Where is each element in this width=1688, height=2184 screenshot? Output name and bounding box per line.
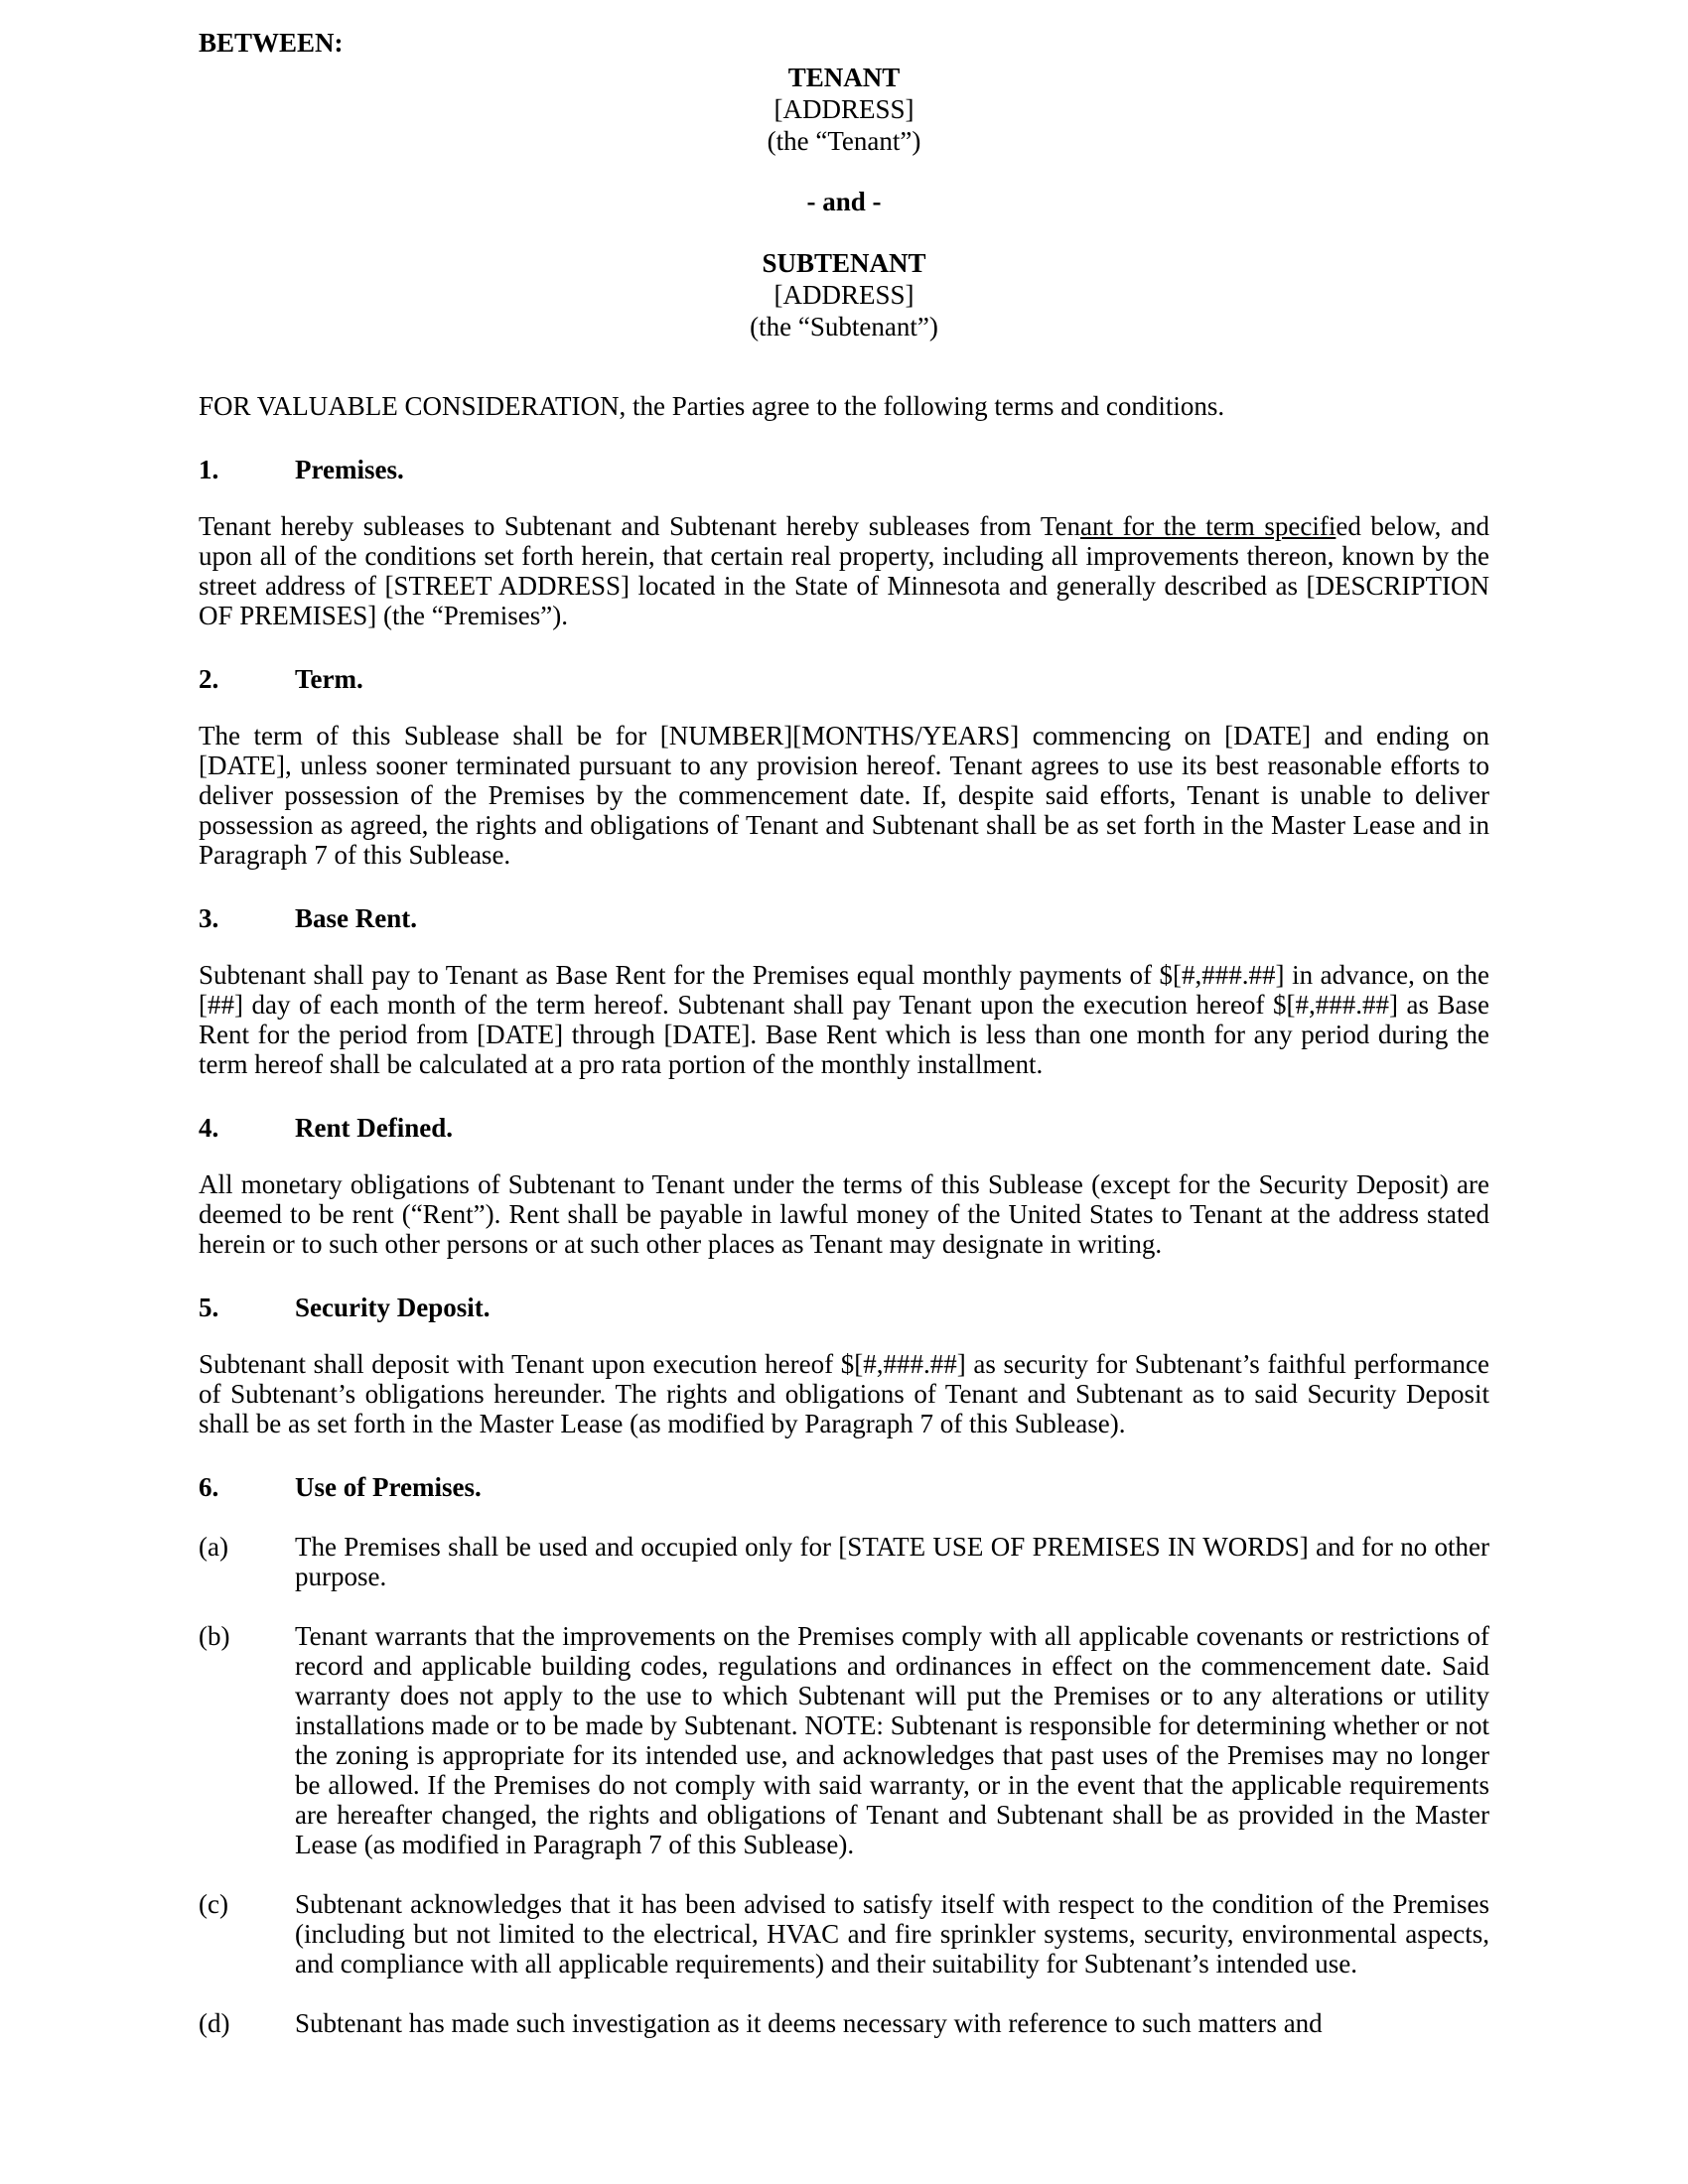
- section-3-title: Base Rent.: [295, 903, 417, 933]
- tenant-name: TENANT: [787, 63, 901, 92]
- section-5-heading: [199, 1293, 1489, 1322]
- between-label: BETWEEN:: [199, 28, 344, 58]
- section-4-number: 4.: [199, 1113, 219, 1143]
- consideration-paragraph: FOR VALUABLE CONSIDERATION, the Parties agree to the following terms and conditions.: [199, 391, 1225, 421]
- item-d-label: (d): [199, 2008, 230, 2038]
- section-1-heading: [199, 455, 1489, 484]
- section-3-number: 3.: [199, 903, 219, 933]
- subtenant-address: [ADDRESS]: [774, 280, 914, 310]
- section-2-heading: [199, 664, 1489, 694]
- section-4-title: Rent Defined.: [295, 1113, 453, 1143]
- tenant-block: [199, 62, 1489, 157]
- section-5-number: 5.: [199, 1293, 219, 1322]
- section-6-item-b: [199, 1621, 1489, 1859]
- and-separator: - and -: [806, 187, 882, 216]
- subtenant-alias: (the “Subtenant”): [750, 312, 938, 341]
- section-1-text-underlined: ant for the term specifi: [1080, 511, 1336, 541]
- subtenant-name: SUBTENANT: [762, 248, 926, 278]
- section-5-title: Security Deposit.: [295, 1293, 491, 1322]
- section-2-paragraph: The term of this Sublease shall be for [NUMBER][MONTHS/YEARS] commencing on [DATE] and ending on [DATE], unless sooner terminated pursuant to any provision hereof. Tenant agrees to use its best reasonable efforts to deliver possession of the Premises by the commencement date. If, despite said efforts, Tenant is unable to deliver possession as agreed, the rights and obligations of Tenant and Subtenant shall be as set forth in the Master Lease and in Paragraph 7 of this Sublease.: [199, 721, 1489, 870]
- tenant-alias: (the “Tenant”): [767, 126, 921, 156]
- section-2-title: Term.: [295, 664, 363, 694]
- section-6-item-a: [199, 1532, 1489, 1591]
- item-b-label: (b): [199, 1621, 230, 1651]
- document-content: [199, 28, 1489, 2038]
- section-6-heading: [199, 1472, 1489, 1502]
- section-2-number: 2.: [199, 664, 219, 694]
- section-3-heading: [199, 903, 1489, 933]
- section-1-text-pre: Tenant hereby subleases to Subtenant and Subtenant hereby subleases from Ten: [199, 511, 1081, 541]
- section-6-number: 6.: [199, 1472, 219, 1502]
- section-6-title: Use of Premises.: [295, 1472, 482, 1502]
- section-4-heading: [199, 1113, 1489, 1143]
- section-1-title: Premises.: [295, 455, 404, 484]
- item-d-text: Subtenant has made such investigation as it deems necessary with reference to such matters and: [295, 2008, 1323, 2038]
- tenant-address: [ADDRESS]: [774, 94, 914, 124]
- section-3-paragraph: Subtenant shall pay to Tenant as Base Rent for the Premises equal monthly payments of $[#,###.##] in advance, on the [##] day of each month of the term hereof. Subtenant shall pay Tenant upon the execution hereof $[#,###.##] as Base Rent for the period from [DATE] through [DATE]. Base Rent which is less than one month for any period during the term hereof shall be calculated at a pro rata portion of the monthly installment.: [199, 960, 1489, 1079]
- item-c-text: Subtenant acknowledges that it has been advised to satisfy itself with respect to the condition of the Premises (including but not limited to the electrical, HVAC and fire sprinkler systems, security, environmental aspects, and compliance with all applicable requirements) and their suitability for Subtenant’s intended use.: [295, 1889, 1489, 1979]
- item-b-text: Tenant warrants that the improvements on the Premises comply with all applicable covenants or restrictions of record and applicable building codes, regulations and ordinances in effect on the commencement date. Said warranty does not apply to the use to which Subtenant will put the Premises or to any alterations or utility installations made or to be made by Subtenant. NOTE: Subtenant is responsible for determining whether or not the zoning is appropriate for its intended use, and acknowledges that past uses of the Premises may no longer be allowed. If the Premises do not comply with said warranty, or in the event that the applicable requirements are hereafter changed, the rights and obligations of Tenant and Subtenant shall be as provided in the Master Lease (as modified in Paragraph 7 of this Sublease).: [295, 1621, 1489, 1859]
- section-1-number: 1.: [199, 455, 219, 484]
- section-6-item-c: [199, 1889, 1489, 1979]
- section-1-paragraph: [199, 511, 1489, 630]
- section-5-paragraph: Subtenant shall deposit with Tenant upon execution hereof $[#,###.##] as security for Subtenant’s faithful performance of Subtenant’s obligations hereunder. The rights and obligations of Tenant and Subtenant as to said Security Deposit shall be as set forth in the Master Lease (as modified by Paragraph 7 of this Sublease).: [199, 1349, 1489, 1438]
- section-4-paragraph: All monetary obligations of Subtenant to Tenant under the terms of this Sublease (except for the Security Deposit) are deemed to be rent (“Rent”). Rent shall be payable in lawful money of the United States to Tenant at the address stated herein or to such other persons or at such other places as Tenant may designate in writing.: [199, 1169, 1489, 1259]
- subtenant-block: [199, 247, 1489, 342]
- section-1-text-post: ed below, and upon all of the conditions set forth herein, that certain real property, including all improvements thereon, known by the street address of [STREET ADDRESS] located in the State of Minnesota and generally described as [DESCRIPTION OF PREMISES] (the “Premises”).: [199, 511, 1489, 630]
- item-a-label: (a): [199, 1532, 228, 1562]
- item-a-text: The Premises shall be used and occupied only for [STATE USE OF PREMISES IN WORDS] and for no other purpose.: [295, 1532, 1489, 1591]
- section-6-item-d: [199, 2008, 1489, 2038]
- item-c-label: (c): [199, 1889, 228, 1919]
